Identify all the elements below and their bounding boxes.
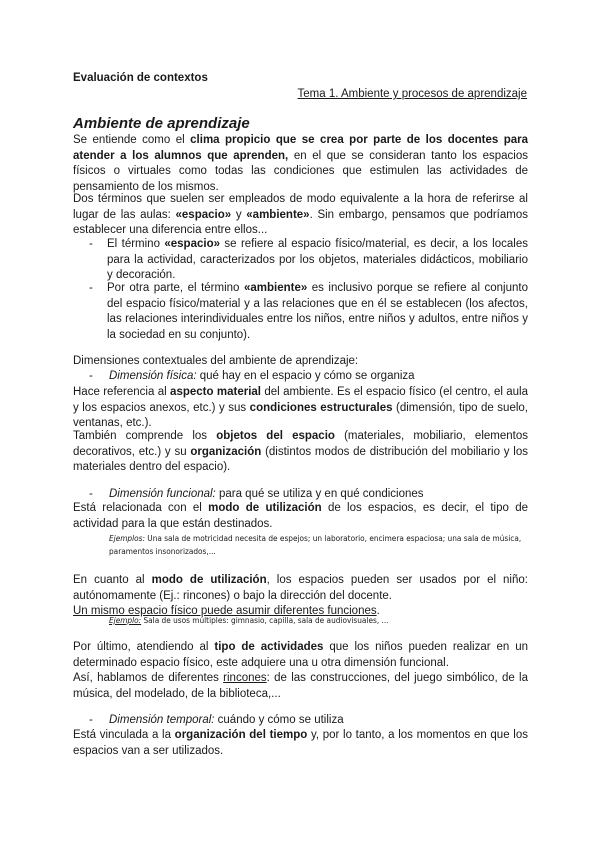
- header-course-title: Evaluación de contextos: [73, 72, 208, 84]
- terms-paragraph: Dos términos que suelen ser empleados de modo equivalente a la hora de referirse al lugar de las aulas: «espacio» y «ambiente». Sin embargo, pensamos que podríamos establecer una diferencia entre ellos...: [73, 193, 528, 237]
- list-item-espacio: - El término «espacio» se refiere al espacio físico/material, es decir, a los locales para la actividad, caracterizados por los objetos, materiales didácticos, mobiliario y decoración.: [89, 238, 528, 282]
- intro-paragraph: Se entiende como el clima propicio que se crea por parte de los docentes para atender a los alumnos que aprenden, en el que se consideran tanto los espacios físicos o virtuales como todas las condiciones que estimulen las actividades de pensamiento de los mismos.: [73, 134, 529, 193]
- fisica-paragraph-2: También comprende los objetos del espacio (materiales, mobiliario, elementos decorativos, etc.) y su organización (distintos modos de distribución del mobiliario y los materiales dentro del espacio).: [73, 430, 528, 474]
- funcional-paragraph-3: Por último, atendiendo al tipo de actividades que los niños pueden realizar en un determinado espacio físico, este adquiere una u otra dimensión funcional.: [73, 641, 528, 669]
- dimension-fisica-item: - Dimensión física: qué hay en el espacio y cómo se organiza: [89, 369, 528, 385]
- intro-bold: clima propicio que se crea por parte de los docentes para atender a los alumnos que aprenden,: [73, 134, 529, 162]
- list-item-ambiente: - Por otra parte, el término «ambiente» es inclusivo porque se refiere al conjunto del espacio físico/material y a las relaciones que en él se establecen (los afectos, las relaciones interindividuales entre los niños, entre niños y adultos, entre niños y la sociedad en su conjunto).: [89, 282, 528, 341]
- temporal-paragraph-1: Está vinculada a la organización del tiempo y, por lo tanto, a los momentos en que los espacios van a ser utilizados.: [73, 729, 528, 757]
- funcional-paragraph-2: En cuanto al modo de utilización, los espacios pueden ser usados por el niño: autónomamente (Ej.: rincones) o bajo la dirección del docente. Un mismo espacio físico puede asumir diferentes funciones.: [73, 574, 528, 618]
- funcional-paragraph-1: Está relacionada con el modo de utilización de los espacios, es decir, el tipo de actividad para la que están destinados.: [73, 502, 528, 530]
- dimensions-heading: Dimensiones contextuales del ambiente de aprendizaje:: [73, 355, 359, 367]
- list-dash: -: [89, 282, 93, 294]
- list-dash: -: [89, 714, 93, 726]
- list-dash: -: [89, 488, 93, 500]
- list-dash: -: [89, 370, 93, 382]
- header-topic-title: Tema 1. Ambiente y procesos de aprendizaje: [297, 88, 527, 100]
- dimension-funcional-item: - Dimensión funcional: para qué se utiliza y en qué condiciones: [89, 487, 528, 503]
- funcional-paragraph-4: Así, hablamos de diferentes rincones: de las construcciones, del juego simbólico, de la música, del modelado, de la biblioteca,...: [73, 672, 528, 700]
- funcional-example-1: Ejemplos: Una sala de motricidad necesita de espejos; un laboratorio, encimera espaciosa; una sala de música, paramentos insonorizados,...: [109, 533, 522, 556]
- section-title: Ambiente de aprendizaje: [73, 115, 250, 132]
- list-dash: -: [89, 238, 93, 250]
- dimension-temporal-item: - Dimensión temporal: cuándo y cómo se utiliza: [89, 713, 528, 729]
- funcional-example-2: Ejemplo: Sala de usos múltiples: gimnasio, capilla, sala de audiovisuales, ...: [109, 615, 389, 625]
- underlined-statement: Un mismo espacio físico puede asumir diferentes funciones: [73, 605, 377, 618]
- fisica-paragraph-1: Hace referencia al aspecto material del ambiente. Es el espacio físico (el centro, el aula y los espacios anexos, etc.) y sus condiciones estructurales (dimensión, tipo de suelo, ventanas, etc.).: [73, 386, 529, 430]
